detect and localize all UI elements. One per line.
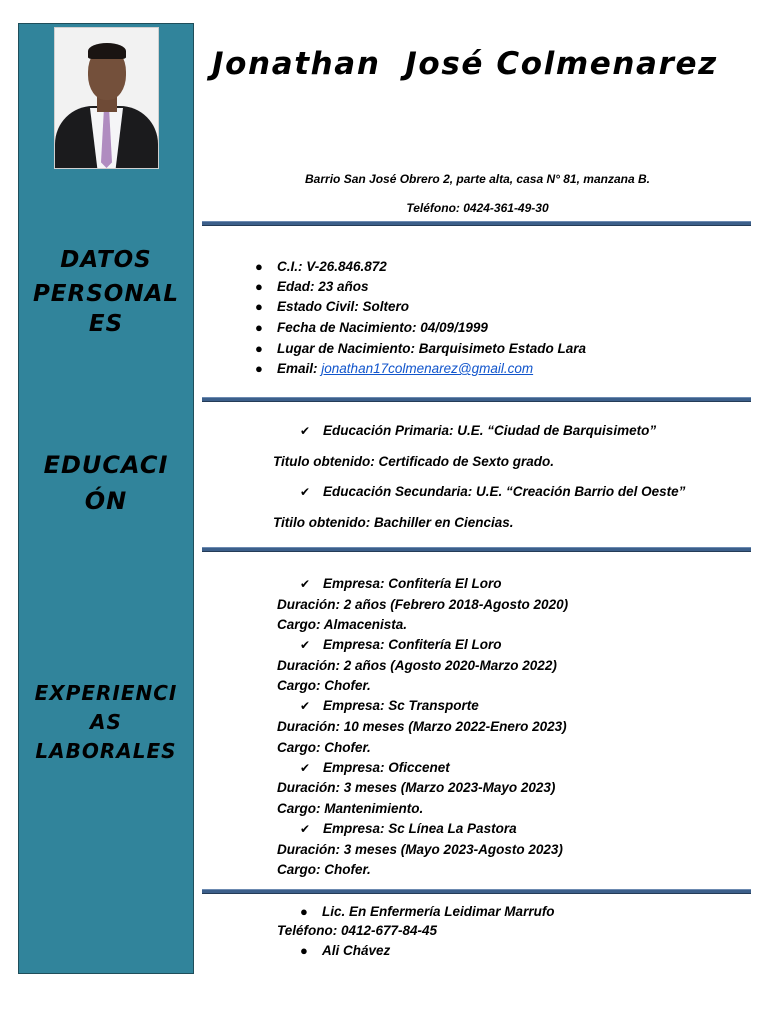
heading-line: ES xyxy=(88,311,124,337)
heading-datos-personales xyxy=(18,242,194,339)
check-icon: ✔ xyxy=(300,485,311,499)
experience-role: Cargo: Chofer. xyxy=(277,740,371,755)
check-icon: ✔ xyxy=(300,761,311,775)
personal-ci xyxy=(255,259,387,274)
personal-fecha-nacimiento xyxy=(255,320,488,335)
bullet-icon: ● xyxy=(300,904,308,919)
ci-text: C.I.: V-26.846.872 xyxy=(277,259,387,274)
check-icon: ✔ xyxy=(300,577,311,591)
section-divider xyxy=(202,889,751,894)
section-divider xyxy=(202,397,751,402)
bullet-icon: ● xyxy=(255,361,263,376)
bullet-icon: ● xyxy=(300,943,308,958)
phone-text: Teléfono: 0424-361-49-30 xyxy=(406,201,549,215)
experience-company xyxy=(300,821,517,836)
heading-educacion xyxy=(18,447,194,519)
reference-item xyxy=(300,943,390,958)
bullet-icon: ● xyxy=(255,299,263,314)
bullet-icon: ● xyxy=(255,259,263,274)
company-text: Empresa: Sc Línea La Pastora xyxy=(323,821,517,836)
bullet-icon: ● xyxy=(255,320,263,335)
experience-role: Cargo: Chofer. xyxy=(277,678,371,693)
lugar-nacimiento-text: Lugar de Nacimiento: Barquisimeto Estado Lara xyxy=(277,341,587,356)
experience-duration: Duración: 3 meses (Marzo 2023-Mayo 2023) xyxy=(277,780,556,795)
edad-text: Edad: 23 años xyxy=(277,279,369,294)
section-divider xyxy=(202,547,751,552)
check-icon: ✔ xyxy=(300,638,311,652)
heading-line: LABORALES xyxy=(35,739,177,763)
experience-duration: Duración: 3 meses (Mayo 2023-Agosto 2023) xyxy=(277,842,563,857)
education-school: Educación Secundaria: U.E. “Creación Barrio del Oeste” xyxy=(323,484,686,499)
experience-company xyxy=(300,576,502,591)
fecha-nacimiento-text: Fecha de Nacimiento: 04/09/1999 xyxy=(277,320,488,335)
heading-line: ÓN xyxy=(84,487,128,515)
company-text: Empresa: Oficcenet xyxy=(323,760,450,775)
heading-line: EDUCACI xyxy=(43,451,169,479)
experience-role: Cargo: Almacenista. xyxy=(277,617,408,632)
bullet-icon: ● xyxy=(255,341,263,356)
check-icon: ✔ xyxy=(300,424,311,438)
personal-estado-civil xyxy=(255,299,409,314)
company-text: Empresa: Confitería El Loro xyxy=(323,576,502,591)
education-title: Titilo obtenido: Bachiller en Ciencias. xyxy=(273,515,514,530)
photo-hair xyxy=(88,43,126,59)
reference-phone: Teléfono: 0412-677-84-45 xyxy=(277,923,438,938)
experience-duration: Duración: 2 años (Agosto 2020-Marzo 2022) xyxy=(277,658,557,673)
reference-name: Lic. En Enfermería Leidimar Marrufo xyxy=(322,904,555,919)
experience-duration: Duración: 10 meses (Marzo 2022-Enero 2023) xyxy=(277,719,567,734)
check-icon: ✔ xyxy=(300,699,311,713)
personal-edad xyxy=(255,279,369,294)
experience-role: Cargo: Chofer. xyxy=(277,862,371,877)
email-link[interactable]: jonathan17colmenarez@gmail.com xyxy=(321,361,534,376)
experience-duration: Duración: 2 años (Febrero 2018-Agosto 2020) xyxy=(277,597,569,612)
profile-photo xyxy=(54,27,159,169)
education-title: Titulo obtenido: Certificado de Sexto grado. xyxy=(273,454,555,469)
company-text: Empresa: Sc Transporte xyxy=(323,698,479,713)
candidate-name: Jonathan José Colmenarez xyxy=(212,46,718,82)
education-item xyxy=(300,423,656,438)
heading-line: AS xyxy=(90,710,122,734)
personal-email xyxy=(255,361,533,376)
address-text: Barrio San José Obrero 2, parte alta, casa N° 81, manzana B. xyxy=(305,172,650,186)
heading-line: PERSONAL xyxy=(32,281,180,307)
education-item xyxy=(300,484,685,499)
personal-lugar-nacimiento xyxy=(255,341,586,356)
heading-experiencias xyxy=(18,679,194,766)
section-divider xyxy=(202,221,751,226)
experience-role: Cargo: Mantenimiento. xyxy=(277,801,424,816)
reference-item xyxy=(300,904,555,919)
education-school: Educación Primaria: U.E. “Ciudad de Barquisimeto” xyxy=(323,423,657,438)
experience-company xyxy=(300,760,450,775)
bullet-icon: ● xyxy=(255,279,263,294)
reference-name: Ali Chávez xyxy=(322,943,391,958)
check-icon: ✔ xyxy=(300,822,311,836)
heading-line: DATOS xyxy=(60,247,152,273)
email-label: Email: xyxy=(277,361,318,376)
experience-company xyxy=(300,637,502,652)
company-text: Empresa: Confitería El Loro xyxy=(323,637,502,652)
heading-line: EXPERIENCI xyxy=(34,681,178,705)
estado-civil-text: Estado Civil: Soltero xyxy=(277,299,410,314)
experience-company xyxy=(300,698,479,713)
